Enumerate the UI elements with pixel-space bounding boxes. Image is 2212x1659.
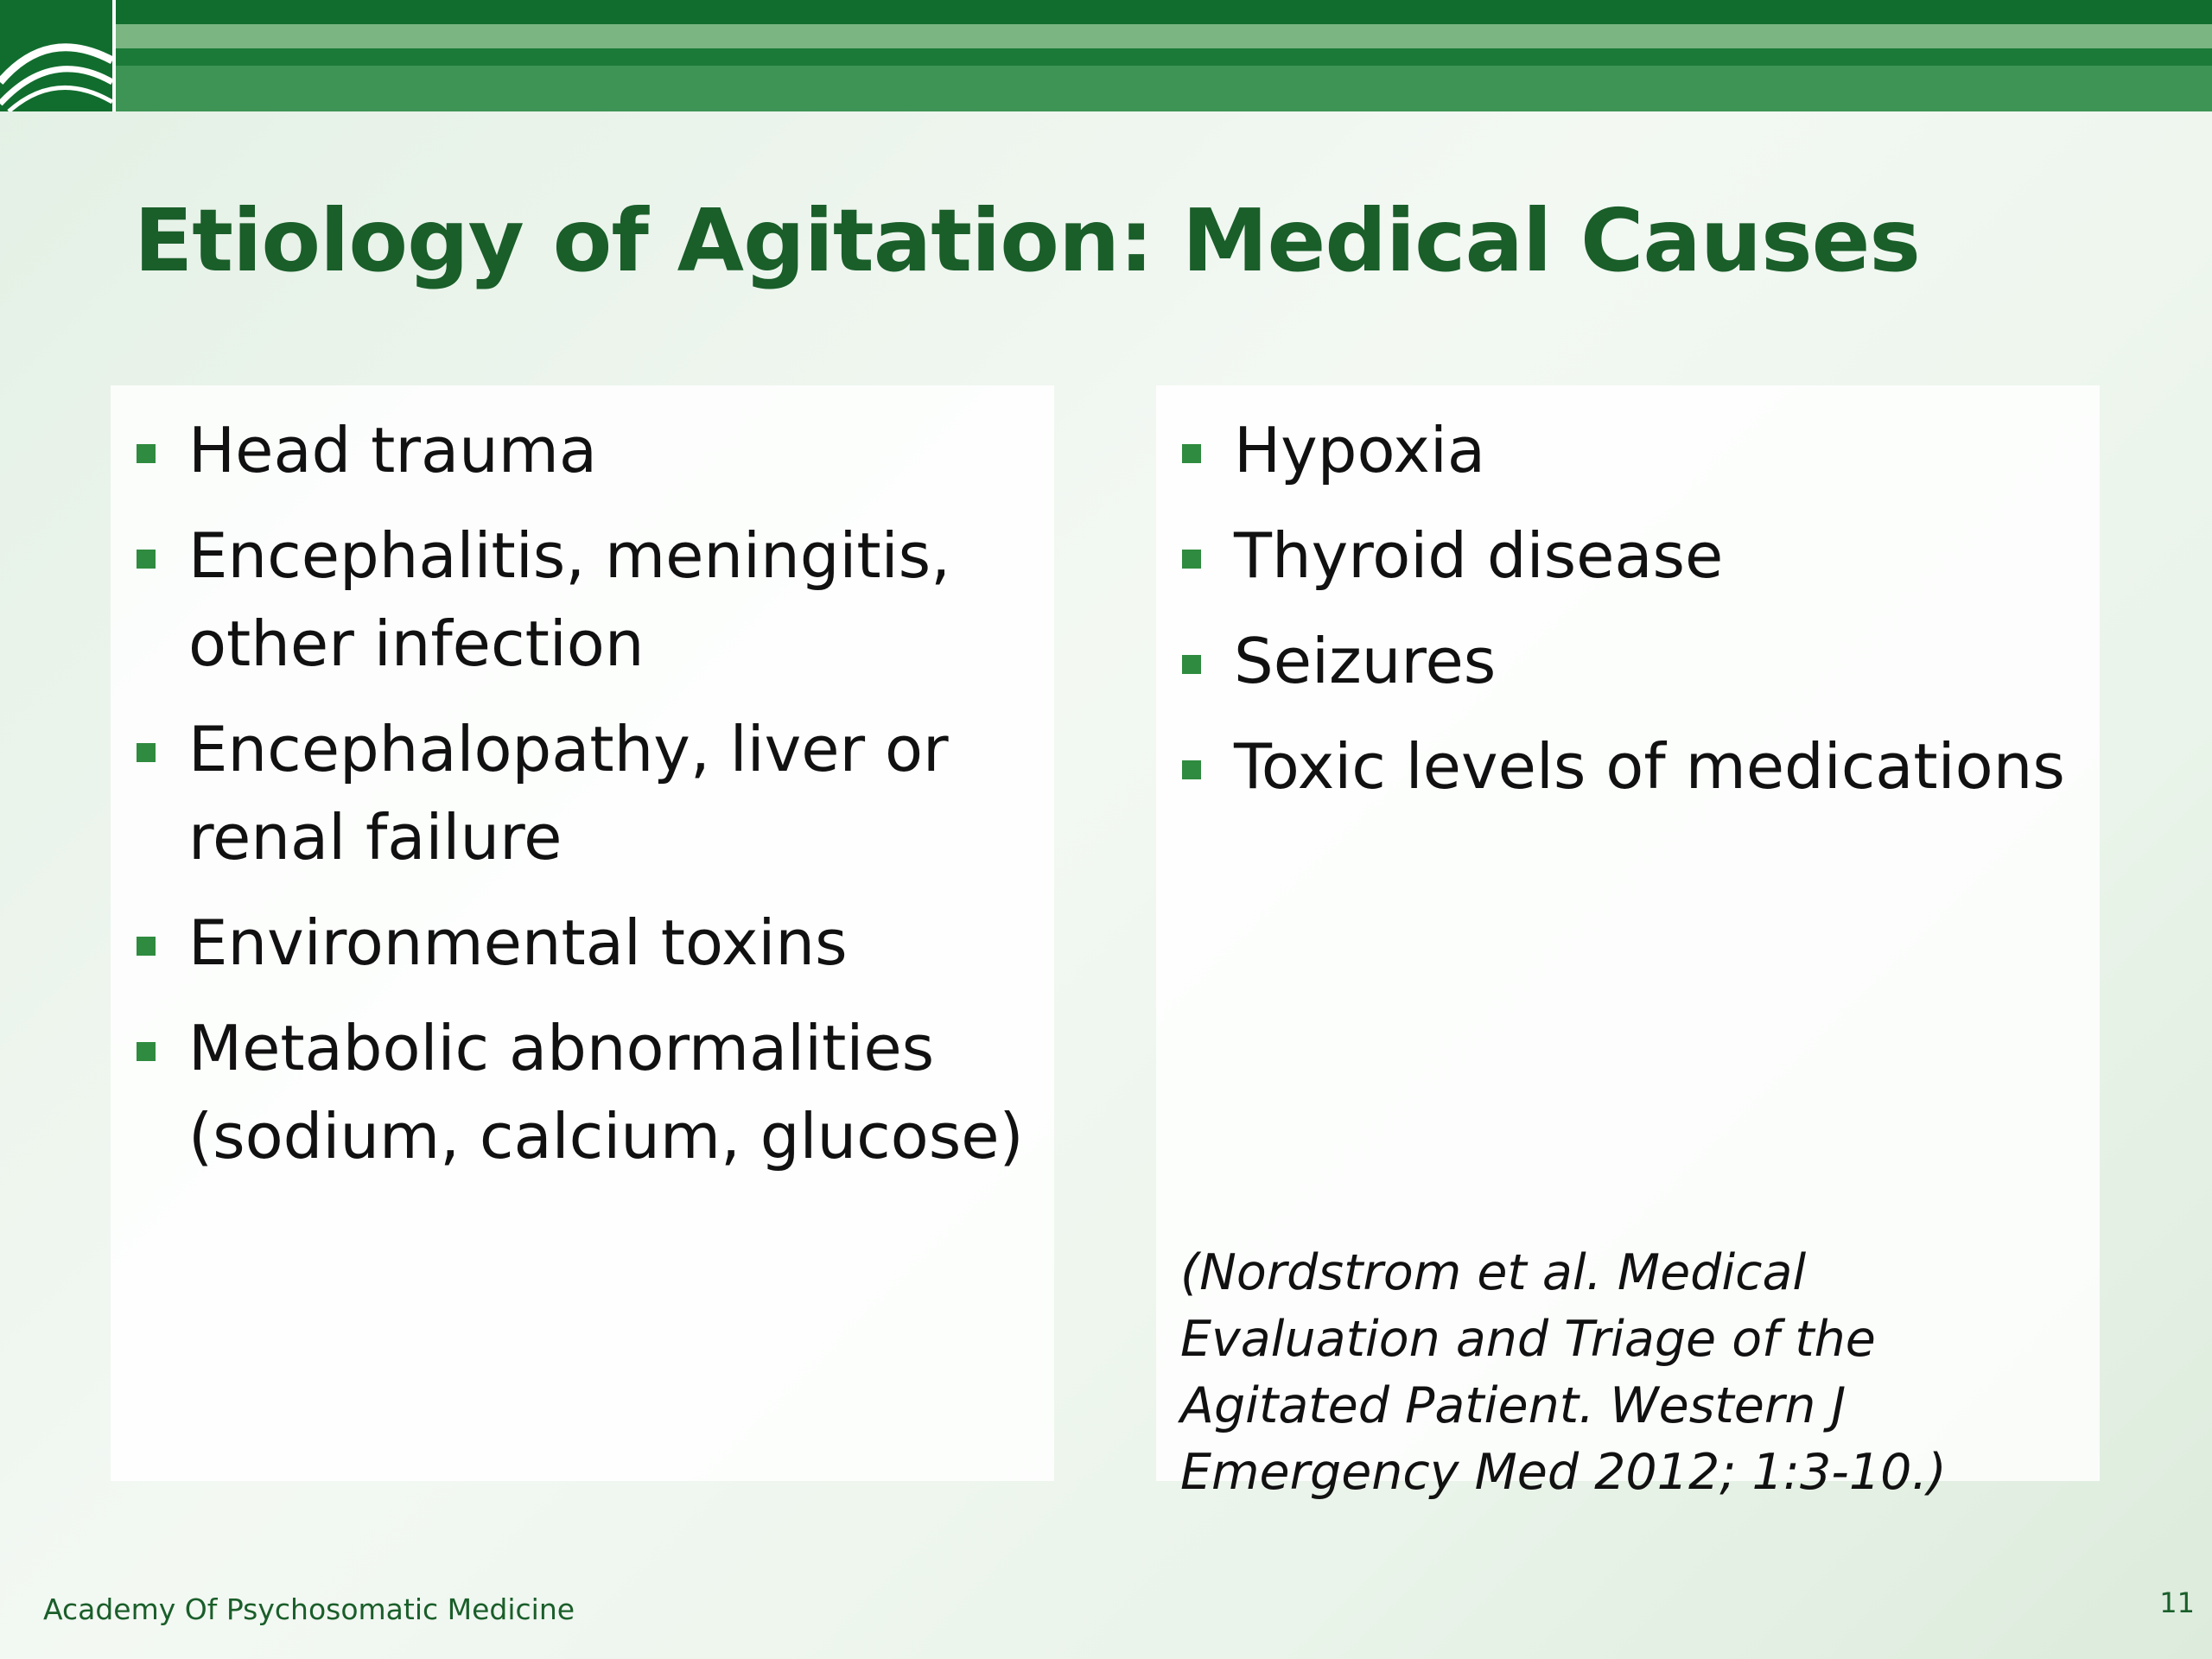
square-bullet-icon (1182, 655, 1201, 674)
list-item (1234, 722, 2098, 810)
list-item-text: Encephalopathy, liver or renal failure (188, 713, 949, 874)
list-item-text: Metabolic abnormalities (sodium, calcium, glucose) (188, 1012, 1024, 1173)
list-item (188, 406, 1052, 494)
list-item-text: Thyroid disease (1234, 519, 1724, 592)
list-item-text: Encephalitis, meningitis, other infection (188, 519, 951, 680)
header-stripe-lower (0, 66, 2212, 111)
square-bullet-icon (1182, 550, 1201, 569)
left-bullet-list (188, 406, 1052, 1198)
header-band (0, 0, 2212, 111)
list-item-text: Hypoxia (1234, 414, 1486, 486)
list-item (188, 899, 1052, 987)
header-stripe-mid (0, 48, 2212, 66)
square-bullet-icon (137, 444, 156, 463)
square-bullet-icon (137, 550, 156, 569)
list-item-text: Environmental toxins (188, 906, 848, 979)
square-bullet-icon (1182, 760, 1201, 779)
logo (0, 0, 116, 111)
slide-title: Etiology of Agitation: Medical Causes (134, 190, 1920, 291)
list-item (1234, 512, 2098, 600)
arc-logo-icon (0, 0, 112, 111)
list-item-text: Head trauma (188, 414, 597, 486)
list-item-text: Toxic levels of medications (1234, 730, 2065, 803)
header-stripe-light (0, 24, 2212, 48)
list-item (188, 1004, 1052, 1180)
right-bullet-list (1234, 406, 2098, 828)
list-item (188, 512, 1052, 688)
square-bullet-icon (137, 1042, 156, 1061)
square-bullet-icon (137, 937, 156, 956)
citation: (Nordstrom et al. Medical Evaluation and Triage of the Agitated Patient. Western J Emergency Med 2012; 1:3-10.) (1180, 1244, 1947, 1501)
list-item (1234, 617, 2098, 705)
header-stripe-dark (0, 0, 2212, 24)
list-item-text: Seizures (1234, 625, 1497, 697)
square-bullet-icon (1182, 444, 1201, 463)
left-content-panel (111, 385, 1054, 1481)
list-item (1234, 406, 2098, 494)
square-bullet-icon (137, 743, 156, 762)
footer-organization: Academy Of Psychosomatic Medicine (43, 1592, 575, 1626)
list-item (188, 705, 1052, 881)
slide-number: 11 (2159, 1586, 2195, 1619)
